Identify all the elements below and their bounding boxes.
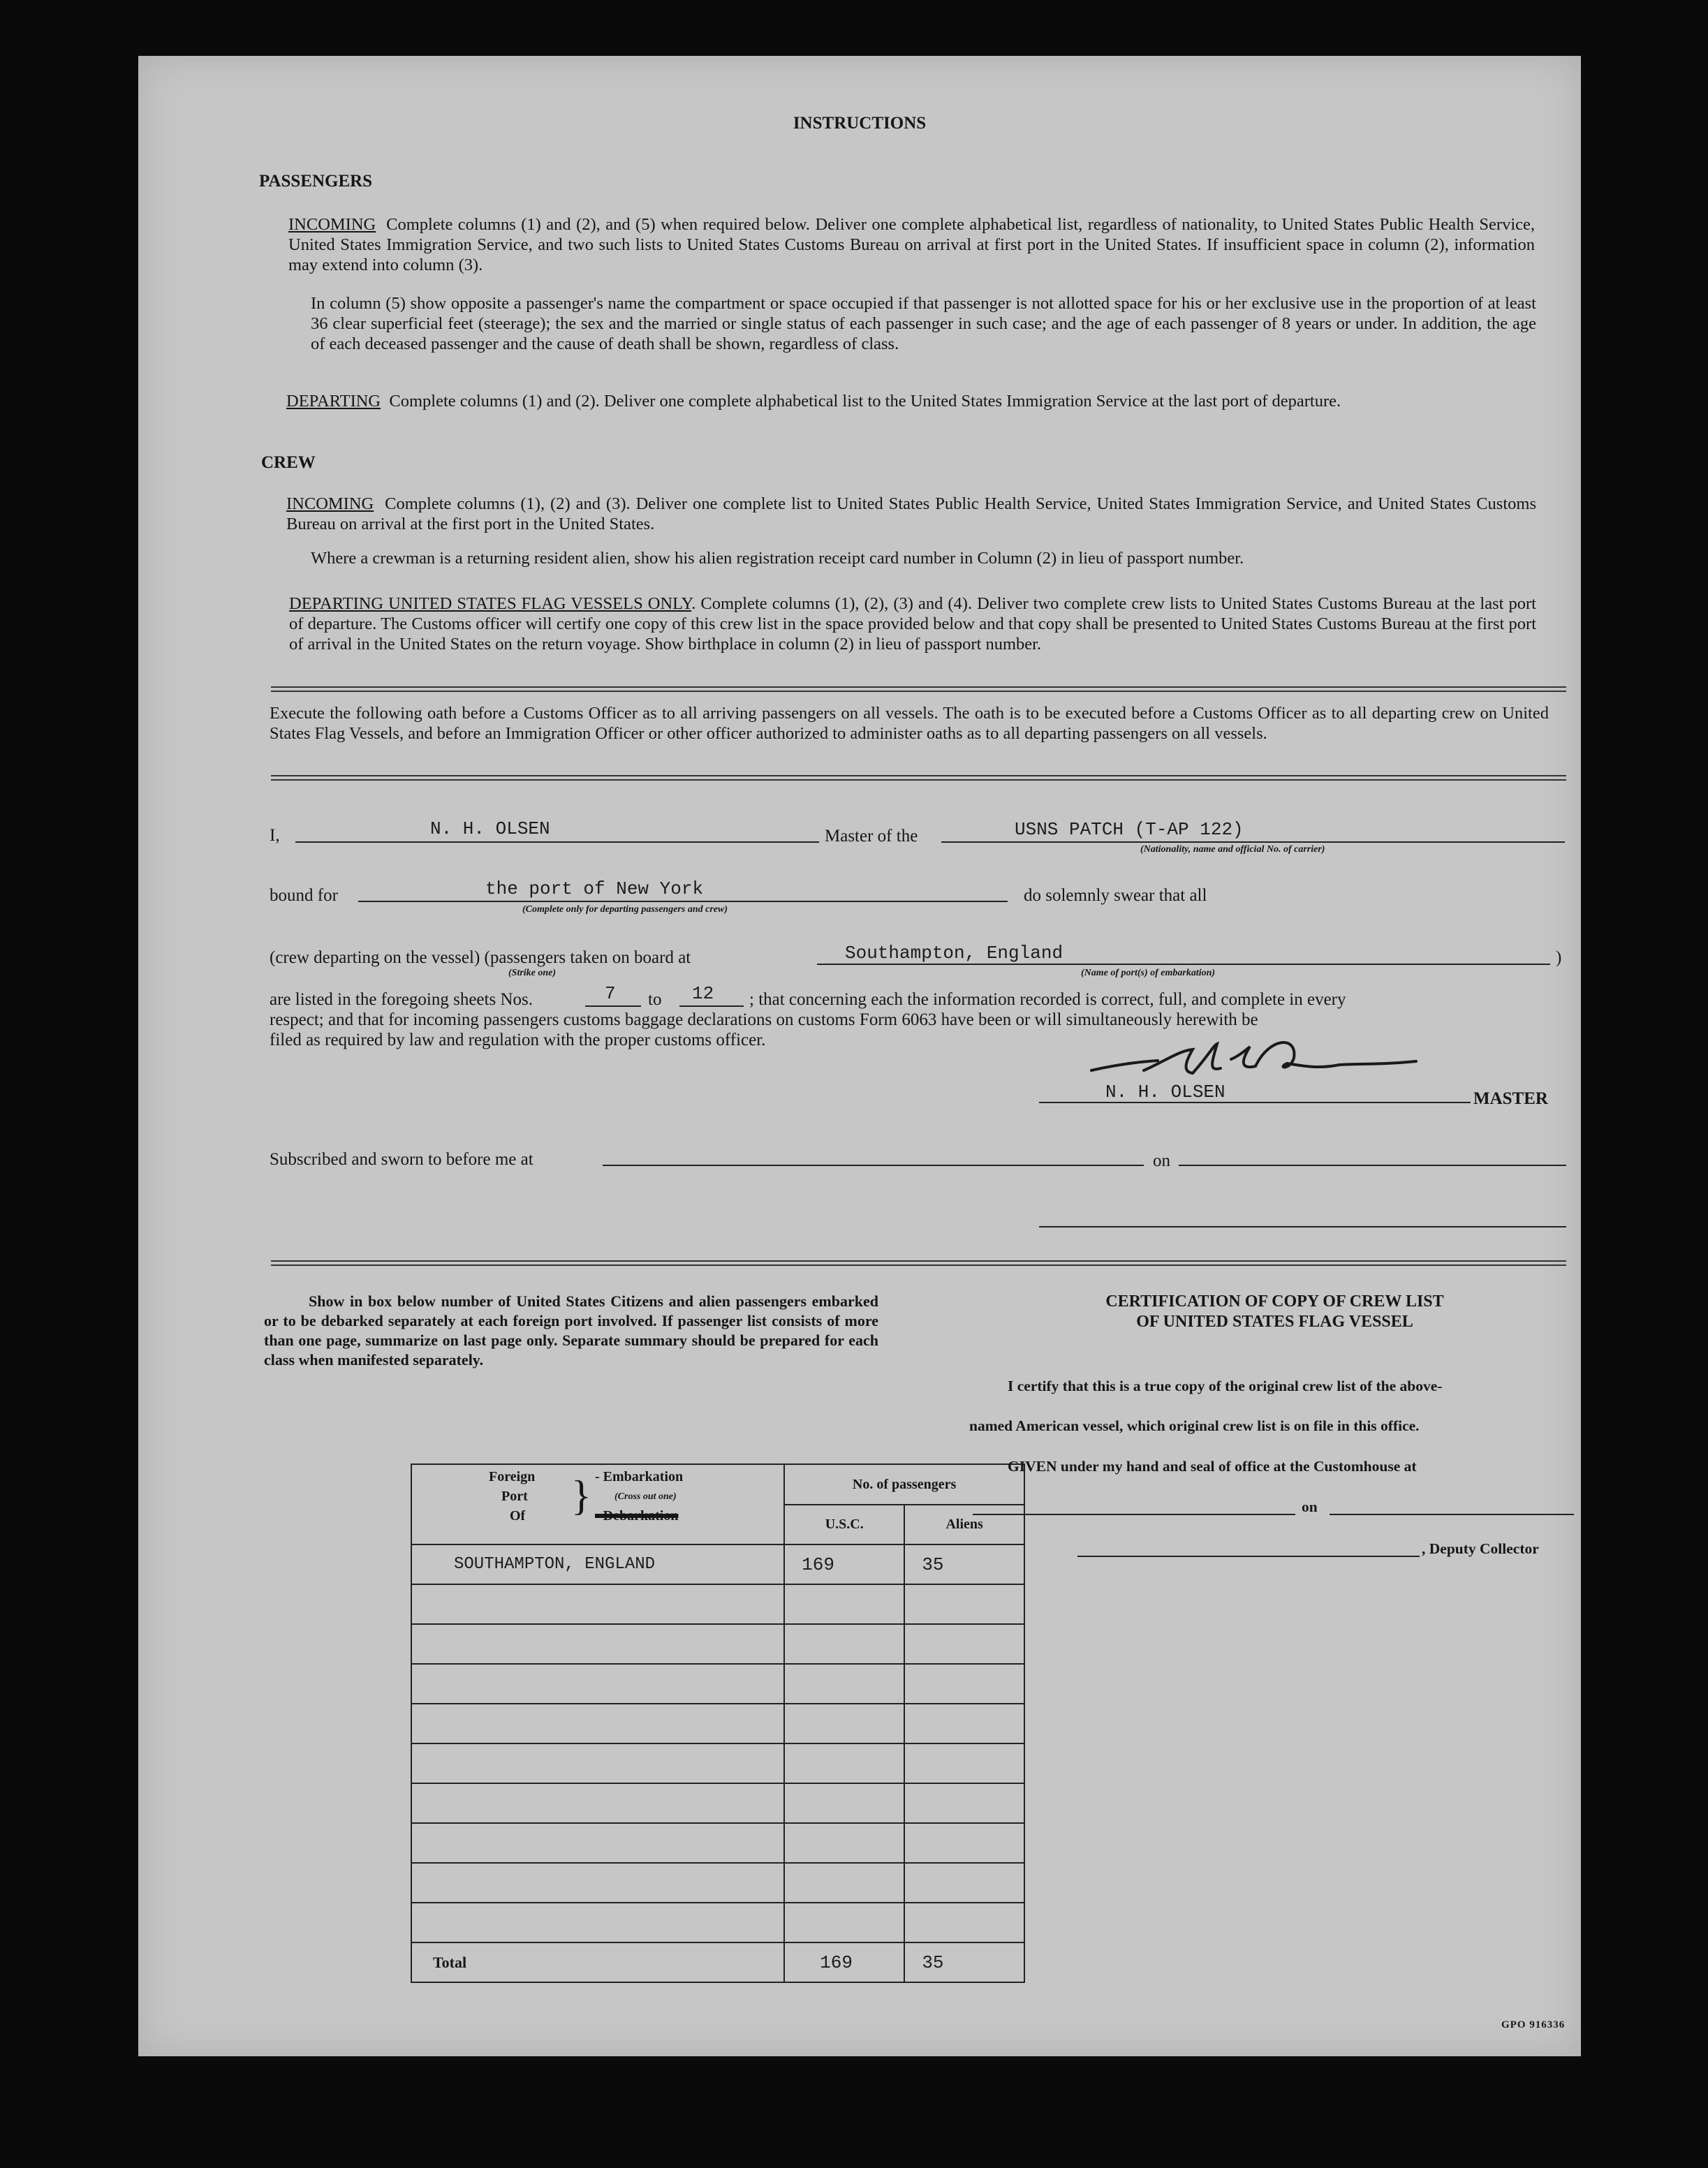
- crew-departing-label: DEPARTING UNITED STATES FLAG VESSELS ONLY: [289, 594, 692, 613]
- header-foreign: Foreign: [489, 1469, 536, 1484]
- passengers-departing-label: DEPARTING: [286, 392, 381, 411]
- bound-for-label: bound for: [270, 886, 338, 905]
- header-port: Port: [501, 1489, 528, 1504]
- strike-caption: (Strike one): [508, 968, 557, 978]
- passengers-departing-paragraph: [286, 391, 1536, 411]
- header-cross-out: (Cross out one): [614, 1491, 677, 1502]
- port-line: [817, 964, 1550, 965]
- total-usc: 169: [784, 1942, 904, 1982]
- header-usc: U.S.C.: [784, 1505, 904, 1544]
- port-value: Southampton, England: [845, 943, 1063, 964]
- vessel-line: [941, 841, 1565, 843]
- port-caption: (Name of port(s) of embarkation): [1081, 968, 1216, 978]
- page-title: INSTRUCTIONS: [793, 114, 927, 133]
- sheets-text-2: respect; and that for incoming passengers customs baggage declarations on customs Form 6063 have been or will simultaneously herewith be: [270, 1010, 1258, 1029]
- cert-place-line: [973, 1514, 1295, 1515]
- bound-for-line: [358, 901, 1008, 902]
- cert-date-line: [1330, 1514, 1574, 1515]
- subscribed-on-label: on: [1153, 1151, 1170, 1170]
- crew-incoming-paragraph: [286, 494, 1536, 534]
- table-row: [411, 1783, 1024, 1823]
- divider-2: [271, 775, 1566, 781]
- total-row: [411, 1942, 1024, 1982]
- sheet-from-value: 7: [605, 983, 616, 1004]
- table-row: [411, 1743, 1024, 1783]
- table-row: [411, 1704, 1024, 1743]
- column5-paragraph: In column (5) show opposite a passenger's name the compartment or space occupied if that passenger is not allotted space for his or her exclusive use in the proportion of at least 36 clear superficial feet (steerage); the sex and the married or single status of each passenger in such case; and the age of each passenger of 8 years or under. In addition, the age of each deceased passenger and the cause of death shall be shown, regardless of class.: [311, 294, 1536, 353]
- oath-instruction: Execute the following oath before a Customs Officer as to all arriving passengers on all vessels. The oath is to be executed before a Customs Officer as to all departing crew on United States Flag Vessels, and before an Immigration Officer or other officer authorized to administer oaths as to all departing passengers on all vessels.: [270, 704, 1549, 743]
- passengers-incoming-text: Complete columns (1) and (2), and (5) when required below. Deliver one complete alphabetical list, regardless of nationality, to United States Public Health Service, United States Immigration Service, and two such lists to United States Customs Bureau on arrival at first port in the United States. If insufficient space in column (2), information may extend into column (3).: [288, 215, 1536, 274]
- sheet-to-line: [679, 1005, 744, 1007]
- sheets-text-3: filed as required by law and regulation with the proper customs officer.: [270, 1031, 766, 1049]
- sheets-text-1: ; that concerning each the information recorded is correct, full, and complete in every: [749, 990, 1346, 1009]
- master-label: MASTER: [1473, 1089, 1548, 1108]
- certification-title-2: OF UNITED STATES FLAG VESSEL: [1136, 1313, 1413, 1331]
- vessel-caption: (Nationality, name and official No. of carrier): [1140, 844, 1325, 855]
- signature-line: [1039, 1102, 1471, 1103]
- resident-alien-paragraph: Where a crewman is a returning resident alien, show his alien registration receipt card number in Column (2) in lieu of passport number.: [311, 549, 1244, 568]
- row-usc: 169: [784, 1544, 904, 1584]
- signature-name-value: N. H. OLSEN: [1105, 1082, 1225, 1103]
- certification-text-1: I certify that this is a true copy of the original crew list of the above-: [1008, 1378, 1443, 1394]
- summary-instructions: Show in box below number of United States Citizens and alien passengers embarked or to be debarked separately at each foreign port involved. If passenger list consists of more than one page, summarize on last page only. Separate summary should be prepared for each class when manifested separately.: [264, 1292, 878, 1369]
- certification-text-2: named American vessel, which original crew list is on file in this office.: [969, 1417, 1420, 1434]
- sheet-from-line: [585, 1005, 641, 1007]
- certification-text-3: GIVEN under my hand and seal of office at the Customhouse at: [1008, 1458, 1417, 1475]
- header-of: Of: [510, 1508, 526, 1524]
- close-paren: ): [1556, 948, 1562, 967]
- row-aliens: 35: [904, 1544, 1024, 1584]
- subscribed-official-line: [1039, 1226, 1566, 1227]
- header-no-passengers: No. of passengers: [784, 1464, 1024, 1505]
- vessel-value: USNS PATCH (T-AP 122): [1015, 819, 1244, 840]
- form-page: [138, 56, 1581, 2056]
- crew-incoming-label: INCOMING: [286, 494, 374, 513]
- passengers-heading: PASSENGERS: [259, 172, 373, 191]
- crew-heading: CREW: [261, 453, 316, 472]
- table-row: [411, 1624, 1024, 1664]
- total-label: Total: [411, 1942, 784, 1982]
- crew-departing-paragraph: [289, 593, 1536, 654]
- divider-3: [271, 1260, 1566, 1266]
- total-aliens: 35: [904, 1942, 1024, 1982]
- master-name-line: [295, 841, 819, 843]
- deputy-label: , Deputy Collector: [1422, 1540, 1539, 1557]
- brace: }: [571, 1473, 591, 1519]
- crew-departing-text: . Complete columns (1), (2), (3) and (4). Deliver two complete crew lists to United States Customs Bureau at the last port of departure. The Customs officer will certify one copy of this crew list in the space provided below and that copy shall be presented to United States Customs Bureau at the first port of arrival in the United States on the return voyage. Show birthplace in column (2) in lieu of passport number.: [289, 594, 1536, 654]
- subscribed-label: Subscribed and sworn to before me at: [270, 1150, 533, 1169]
- footer-code: GPO 916336: [1501, 2019, 1566, 2030]
- header-debarkation: - Debarkation: [595, 1508, 679, 1524]
- header-embarkation: - Embarkation: [595, 1469, 684, 1484]
- passengers-incoming-label: INCOMING: [288, 215, 376, 234]
- subscribed-date-line: [1179, 1165, 1566, 1166]
- bound-for-caption: (Complete only for departing passengers and crew): [522, 904, 728, 915]
- table-row: [411, 1863, 1024, 1903]
- table-row: [411, 1664, 1024, 1704]
- bound-for-value: the port of New York: [485, 878, 704, 899]
- passengers-departing-text: Complete columns (1) and (2). Deliver one complete alphabetical list to the United States Immigration Service at the last port of departure.: [389, 392, 1341, 411]
- table-row: [411, 1584, 1024, 1624]
- passengers-incoming-paragraph: [288, 214, 1535, 275]
- sheet-to-value: 12: [692, 983, 714, 1004]
- deputy-line: [1077, 1556, 1420, 1557]
- subscribed-place-line: [603, 1165, 1144, 1166]
- table-row: [411, 1544, 1024, 1584]
- passenger-summary-table: [411, 1463, 1025, 1983]
- swear-label: do solemnly swear that all: [1024, 886, 1207, 905]
- header-aliens: Aliens: [904, 1505, 1024, 1544]
- crew-passengers-label: (crew departing on the vessel) (passengers taken on board at: [270, 948, 691, 967]
- row-port: SOUTHAMPTON, ENGLAND: [411, 1544, 784, 1584]
- i-label: I,: [270, 826, 280, 845]
- master-name-value: N. H. OLSEN: [430, 818, 550, 839]
- port-header-cell: [411, 1464, 784, 1544]
- table-row: [411, 1823, 1024, 1863]
- divider-1: [271, 686, 1566, 692]
- certification-title-1: CERTIFICATION OF COPY OF CREW LIST: [1105, 1292, 1444, 1311]
- sheets-label: are listed in the foregoing sheets Nos.: [270, 990, 533, 1009]
- sheet-to-label: to: [648, 990, 662, 1009]
- cert-on-label: on: [1302, 1498, 1318, 1515]
- master-of-label: Master of the: [825, 827, 918, 846]
- crew-incoming-text: Complete columns (1), (2) and (3). Deliver one complete list to United States Public Health Service, United States Immigration Service, and United States Customs Bureau on arrival at the first port in the United States.: [286, 494, 1536, 533]
- table-row: [411, 1903, 1024, 1942]
